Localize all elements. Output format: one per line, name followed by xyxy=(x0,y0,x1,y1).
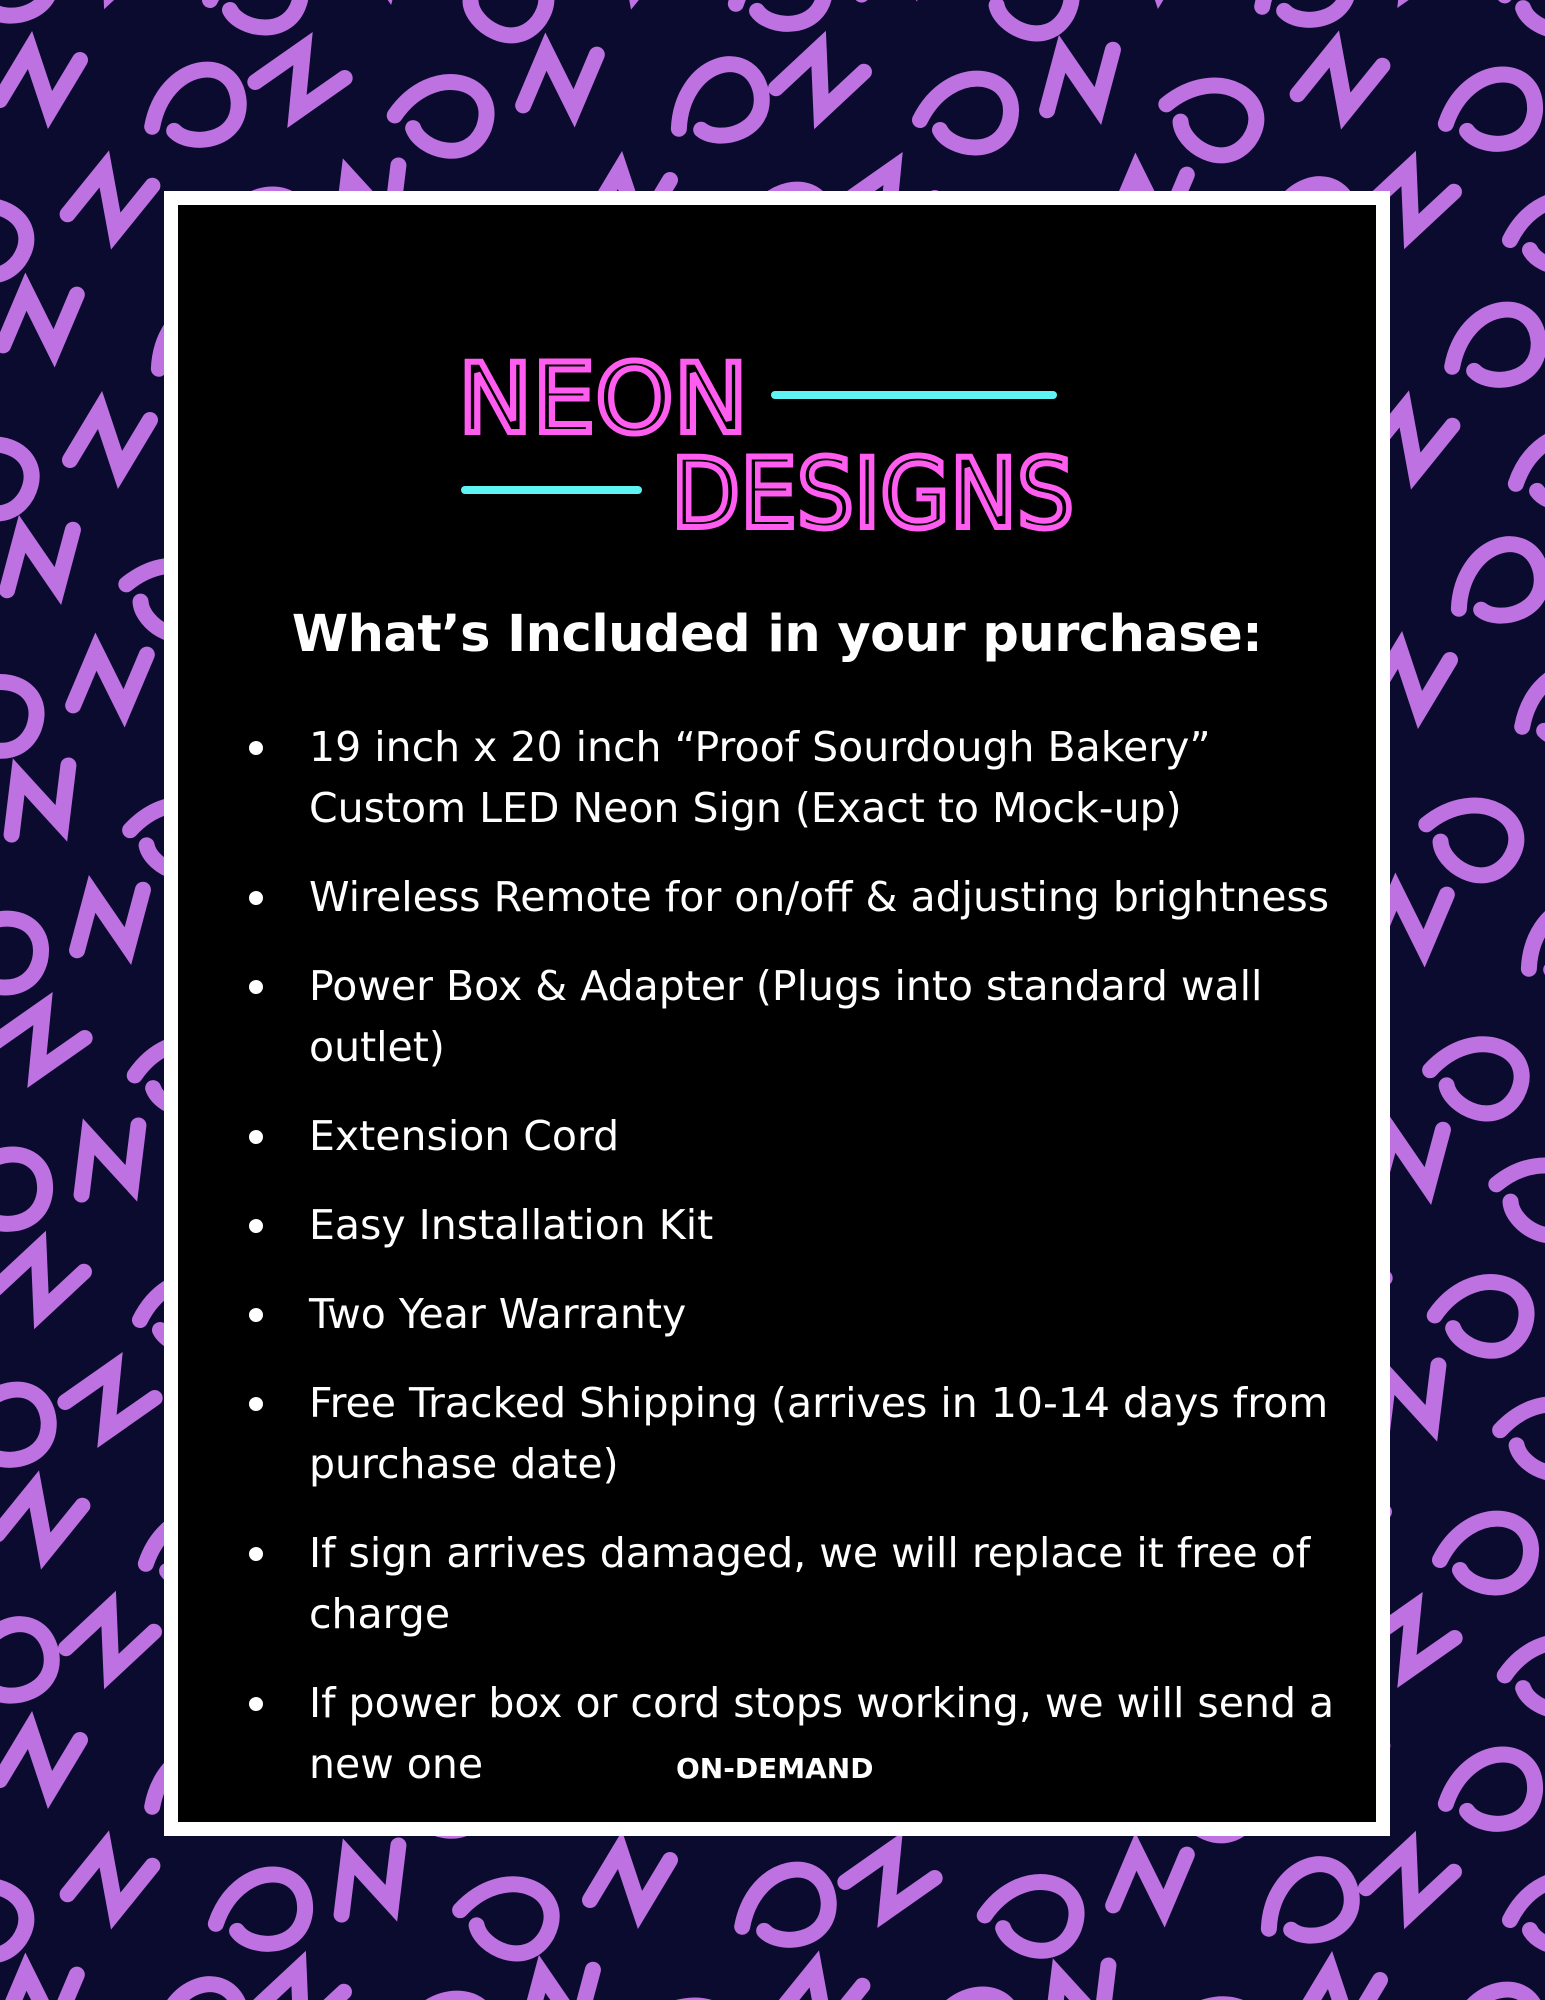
neon-pattern-glyph xyxy=(1415,787,1526,887)
list-item xyxy=(233,717,1353,839)
neon-pattern-glyph xyxy=(141,62,247,153)
neon-pattern-glyph xyxy=(590,1850,670,1910)
neon-pattern-glyph xyxy=(635,1987,746,2000)
neon-pattern-glyph xyxy=(253,1960,346,2000)
neon-pattern-glyph xyxy=(210,1870,310,1951)
neon-pattern-glyph xyxy=(1441,302,1545,393)
neon-pattern-glyph xyxy=(1155,67,1266,167)
neon-pattern-glyph xyxy=(1440,1750,1540,1831)
bullet-icon xyxy=(249,1308,263,1322)
list-item xyxy=(233,956,1353,1078)
neon-pattern-glyph xyxy=(0,1382,57,1473)
list-item-text: Wireless Remote for on/off & adjusting brightness xyxy=(309,873,1330,921)
neon-pattern-glyph xyxy=(0,0,63,34)
neon-pattern-glyph xyxy=(662,54,773,154)
neon-pattern-glyph xyxy=(0,1240,87,1320)
included-items-card xyxy=(164,191,1390,1836)
neon-pattern-glyph xyxy=(0,919,41,988)
neon-pattern-glyph xyxy=(1252,1854,1363,1954)
neon-pattern-glyph xyxy=(1031,1956,1128,2000)
bullet-icon xyxy=(249,1547,263,1561)
neon-pattern-glyph xyxy=(731,1862,837,1953)
neon-pattern-glyph xyxy=(513,1960,606,2000)
list-item-text: Extension Cord xyxy=(309,1112,620,1160)
bullet-icon xyxy=(249,1697,263,1711)
neon-pattern-glyph xyxy=(0,1965,84,2000)
neon-pattern-glyph xyxy=(1363,1840,1456,1920)
neon-pattern-glyph xyxy=(0,996,89,1083)
neon-pattern-glyph xyxy=(0,187,36,287)
on-demand-tag: ON-DEMAND xyxy=(676,1752,874,1785)
logo-word-designs: DESIGNS xyxy=(671,438,1074,550)
list-item-text: Free Tracked Shipping (arrives in 10-14 days from purchase date) xyxy=(309,1379,1329,1488)
neon-pattern-glyph xyxy=(1423,1030,1529,1121)
neon-pattern-glyph xyxy=(1493,1390,1545,1481)
neon-pattern-glyph xyxy=(1442,534,1545,634)
neon-pattern-glyph xyxy=(0,756,89,843)
neon-pattern-glyph xyxy=(142,1974,253,2000)
neon-pattern-glyph xyxy=(981,1875,1081,1956)
list-item xyxy=(233,867,1353,928)
neon-pattern-glyph xyxy=(1251,0,1357,33)
neon-pattern-glyph xyxy=(841,1836,938,1923)
neon-pattern-glyph xyxy=(70,410,150,470)
list-item xyxy=(233,1195,1353,1256)
neon-logo-glow xyxy=(458,343,1074,550)
bullet-icon xyxy=(249,1397,263,1411)
neon-pattern-glyph xyxy=(973,0,1079,42)
neon-pattern-glyph xyxy=(1361,0,1458,4)
neon-pattern-glyph xyxy=(1033,40,1126,120)
list-item-text: If sign arrives damaged, we will replace it free of charge xyxy=(309,1529,1311,1638)
bullet-icon xyxy=(249,741,263,755)
neon-pattern-glyph xyxy=(730,0,830,31)
neon-pattern-glyph xyxy=(0,1730,80,1790)
neon-pattern-glyph xyxy=(773,40,866,120)
bullet-icon xyxy=(249,980,263,994)
list-item-text: Power Box & Adapter (Plugs into standard wall outlet) xyxy=(309,962,1263,1071)
neon-designs-logo xyxy=(448,315,1128,595)
neon-pattern-glyph xyxy=(1431,1275,1531,1356)
neon-pattern-glyph xyxy=(1296,45,1384,116)
neon-pattern-glyph xyxy=(210,0,301,28)
neon-pattern-glyph xyxy=(920,79,1011,148)
neon-pattern-glyph xyxy=(1510,199,1545,268)
neon-pattern-glyph xyxy=(0,675,41,756)
neon-pattern-glyph xyxy=(841,0,938,4)
neon-pattern-glyph xyxy=(445,0,556,46)
neon-pattern-glyph xyxy=(321,1836,418,1923)
list-item xyxy=(233,1523,1353,1645)
neon-pattern-glyph xyxy=(1510,1879,1545,1948)
list-item xyxy=(233,1106,1353,1167)
neon-pattern-glyph xyxy=(66,645,154,716)
neon-pattern-glyph xyxy=(1501,0,1545,35)
neon-pattern-glyph xyxy=(1510,430,1545,511)
neon-pattern-glyph xyxy=(0,50,80,110)
neon-pattern-glyph xyxy=(0,1867,36,1967)
neon-pattern-glyph xyxy=(1163,1990,1269,2000)
neon-pattern-glyph xyxy=(1485,1147,1545,1247)
neon-pattern-glyph xyxy=(391,75,491,156)
neon-pattern-glyph xyxy=(516,45,604,116)
bullet-icon xyxy=(249,1130,263,1144)
neon-pattern-glyph xyxy=(61,1116,158,1203)
logo-word-neon: NEON xyxy=(458,343,748,455)
list-item-text: Two Year Warranty xyxy=(309,1290,687,1338)
neon-pattern-glyph xyxy=(1512,894,1545,994)
list-item xyxy=(233,1373,1353,1495)
neon-pattern-glyph xyxy=(1440,70,1540,151)
neon-pattern-glyph xyxy=(1441,1982,1545,2000)
neon-pattern-glyph xyxy=(1511,662,1545,753)
neon-pattern-glyph xyxy=(66,1845,154,1916)
list-item xyxy=(233,1284,1353,1345)
included-items-list xyxy=(233,717,1353,1823)
bullet-icon xyxy=(249,891,263,905)
neon-pattern-glyph xyxy=(920,1990,1020,2000)
neon-pattern-glyph xyxy=(0,1614,63,1714)
bullet-icon xyxy=(249,1219,263,1233)
neon-pattern-glyph xyxy=(61,1356,158,1443)
neon-pattern-glyph xyxy=(63,1600,156,1680)
neon-pattern-glyph xyxy=(63,880,156,960)
included-heading: What’s Included in your purchase: xyxy=(291,605,1263,664)
neon-pattern-glyph xyxy=(0,430,39,521)
neon-pattern-glyph xyxy=(1501,1635,1545,1716)
list-item-text: If power box or cord stops working, we will send a new one xyxy=(309,1679,1335,1788)
neon-pattern-glyph xyxy=(0,285,84,356)
list-item-text: Easy Installation Kit xyxy=(309,1201,714,1249)
neon-pattern-glyph xyxy=(251,36,348,123)
list-item-text: 19 inch x 20 inch “Proof Sourdough Bakery” Custom LED Neon Sign (Exact to Mock-up) xyxy=(309,723,1211,832)
neon-pattern-glyph xyxy=(776,1965,864,2000)
neon-pattern-glyph xyxy=(66,165,154,236)
neon-pattern-glyph xyxy=(0,1485,84,1556)
neon-pattern-glyph xyxy=(0,520,87,600)
neon-pattern-glyph xyxy=(1106,1845,1194,1916)
neon-pattern-glyph xyxy=(453,1870,559,1961)
neon-pattern-glyph xyxy=(0,1150,50,1231)
neon-pattern-glyph xyxy=(1300,1970,1380,2000)
neon-pattern-glyph xyxy=(1440,1519,1531,1588)
